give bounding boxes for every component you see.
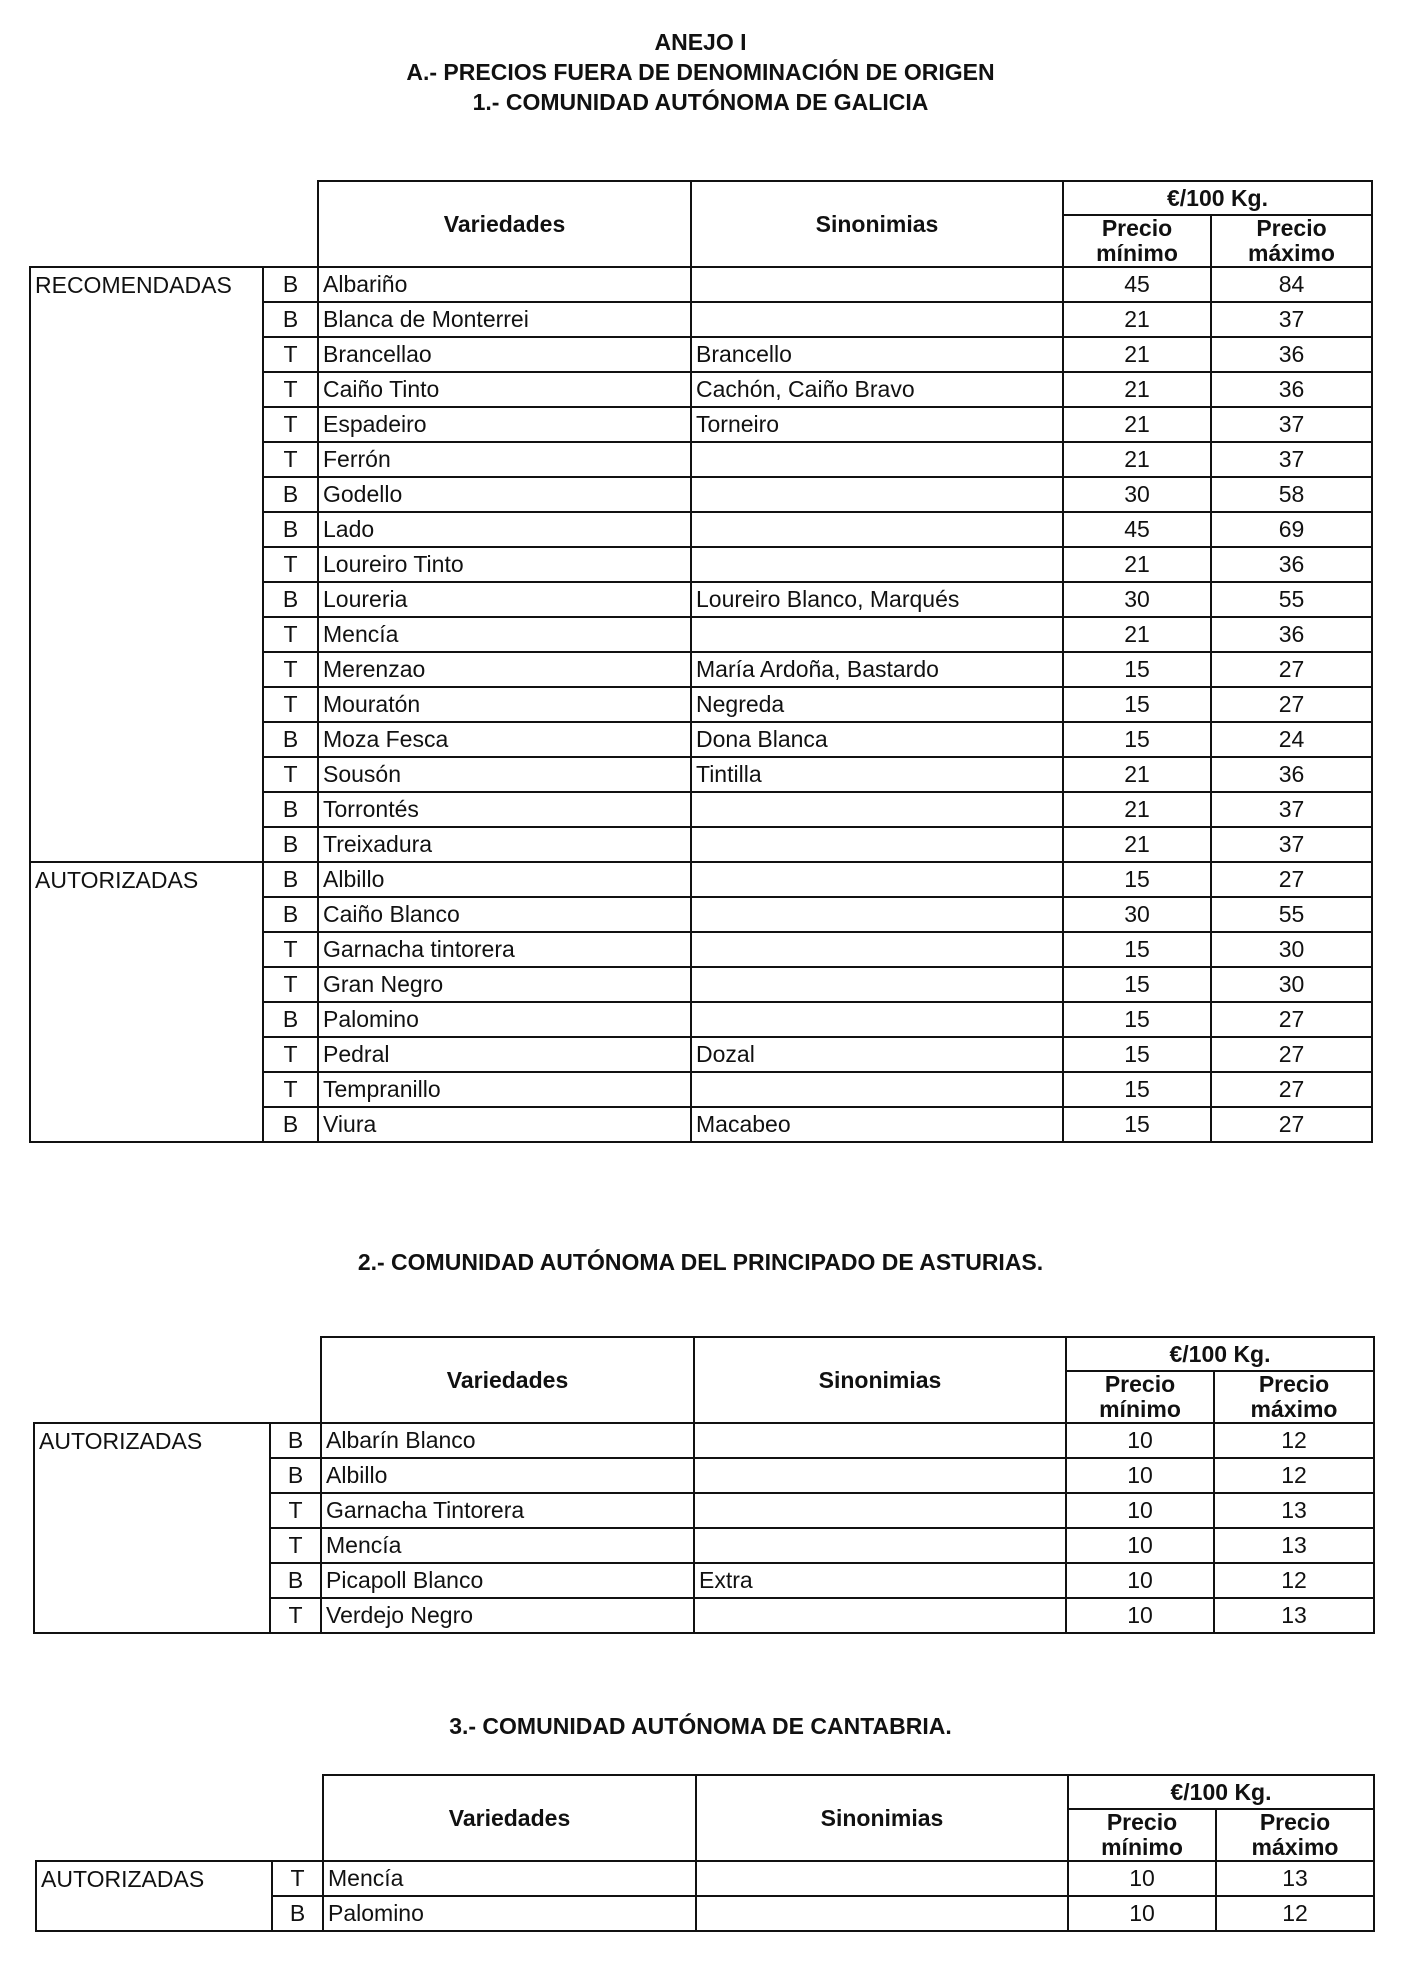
sinonimia-cell xyxy=(691,827,1063,862)
precio-maximo-cell: 37 xyxy=(1211,792,1372,827)
sinonimia-cell xyxy=(694,1458,1066,1493)
column-header-unit: €/100 Kg. xyxy=(1063,181,1372,215)
category-cell xyxy=(30,1037,263,1072)
sinonimia-cell: María Ardoña, Bastardo xyxy=(691,652,1063,687)
variedad-cell: Merenzao xyxy=(318,652,691,687)
column-header-precio-minimo xyxy=(1068,1809,1216,1861)
precio-maximo-cell: 36 xyxy=(1211,757,1372,792)
table-row xyxy=(30,1107,1372,1142)
minimo-label: mínimo xyxy=(1099,1396,1181,1422)
precio-maximo-cell: 37 xyxy=(1211,302,1372,337)
category-cell xyxy=(30,1107,263,1142)
column-header-variedades: Variedades xyxy=(318,181,691,267)
precio-maximo-cell: 12 xyxy=(1216,1896,1374,1931)
precio-minimo-cell: 15 xyxy=(1063,1072,1211,1107)
category-cell xyxy=(34,1563,270,1598)
table-row xyxy=(30,652,1372,687)
document-title: ANEJO I xyxy=(654,29,747,55)
tipo-cell: B xyxy=(263,897,318,932)
tipo-cell: T xyxy=(263,757,318,792)
variedad-cell: Torrontés xyxy=(318,792,691,827)
header-blank-cell xyxy=(34,1337,321,1371)
table-row xyxy=(34,1423,1374,1458)
category-cell xyxy=(30,652,263,687)
sinonimia-cell: Dozal xyxy=(691,1037,1063,1072)
column-header-precio-minimo xyxy=(1066,1371,1214,1423)
precio-maximo-cell: 12 xyxy=(1214,1423,1374,1458)
precio-maximo-cell: 13 xyxy=(1214,1493,1374,1528)
table-row xyxy=(30,1037,1372,1072)
precio-label: Precio xyxy=(1101,215,1173,241)
precio-minimo-cell: 21 xyxy=(1063,757,1211,792)
tipo-cell: T xyxy=(263,337,318,372)
tipo-cell: T xyxy=(270,1528,321,1563)
tipo-cell: B xyxy=(270,1563,321,1598)
table-row xyxy=(30,582,1372,617)
category-cell xyxy=(34,1598,270,1633)
variedad-cell: Lado xyxy=(318,512,691,547)
precio-minimo-cell: 10 xyxy=(1068,1861,1216,1896)
column-header-sinonimias: Sinonimias xyxy=(694,1337,1066,1423)
precio-maximo-cell: 13 xyxy=(1216,1861,1374,1896)
precio-maximo-cell: 27 xyxy=(1211,1072,1372,1107)
tipo-cell: T xyxy=(263,932,318,967)
column-header-sinonimias: Sinonimias xyxy=(691,181,1063,267)
sinonimia-cell xyxy=(691,932,1063,967)
table-row xyxy=(30,827,1372,862)
category-cell xyxy=(30,1002,263,1037)
header-blank-cell xyxy=(30,181,318,215)
sinonimia-cell: Tintilla xyxy=(691,757,1063,792)
precio-maximo-cell: 24 xyxy=(1211,722,1372,757)
precio-maximo-cell: 13 xyxy=(1214,1528,1374,1563)
precio-minimo-cell: 10 xyxy=(1066,1423,1214,1458)
sinonimia-cell: Cachón, Caiño Bravo xyxy=(691,372,1063,407)
tipo-cell: T xyxy=(270,1598,321,1633)
precio-minimo-cell: 21 xyxy=(1063,302,1211,337)
category-cell xyxy=(30,757,263,792)
precio-label: Precio xyxy=(1104,1371,1176,1397)
table-row xyxy=(30,897,1372,932)
sinonimia-cell: Brancello xyxy=(691,337,1063,372)
variedad-cell: Mencía xyxy=(318,617,691,652)
tipo-cell: T xyxy=(263,967,318,1002)
tipo-cell: B xyxy=(272,1896,323,1931)
price-table-galicia xyxy=(29,180,1373,1143)
precio-minimo-cell: 10 xyxy=(1066,1493,1214,1528)
price-table-asturias xyxy=(33,1336,1375,1634)
precio-maximo-cell: 27 xyxy=(1211,1107,1372,1142)
tipo-cell: B xyxy=(263,477,318,512)
tipo-cell: B xyxy=(263,267,318,302)
precio-minimo-cell: 15 xyxy=(1063,687,1211,722)
category-cell xyxy=(34,1493,270,1528)
table-row xyxy=(34,1528,1374,1563)
table-row xyxy=(36,1896,1374,1931)
precio-minimo-cell: 15 xyxy=(1063,1002,1211,1037)
precio-minimo-cell: 15 xyxy=(1063,932,1211,967)
sinonimia-cell xyxy=(691,267,1063,302)
category-cell xyxy=(30,897,263,932)
variedad-cell: Albarín Blanco xyxy=(321,1423,694,1458)
variedad-cell: Caiño Tinto xyxy=(318,372,691,407)
precio-minimo-cell: 15 xyxy=(1063,652,1211,687)
table-row xyxy=(30,267,1372,302)
header-blank-cell xyxy=(30,215,318,267)
minimo-label: mínimo xyxy=(1101,1834,1183,1860)
precio-maximo-cell: 58 xyxy=(1211,477,1372,512)
table-row xyxy=(30,967,1372,1002)
category-label: AUTORIZADAS xyxy=(30,862,263,897)
variedad-cell: Albillo xyxy=(321,1458,694,1493)
category-cell xyxy=(30,302,263,337)
precio-maximo-cell: 27 xyxy=(1211,1037,1372,1072)
tipo-cell: T xyxy=(263,652,318,687)
variedad-cell: Sousón xyxy=(318,757,691,792)
precio-maximo-cell: 27 xyxy=(1211,652,1372,687)
tipo-cell: T xyxy=(263,687,318,722)
table-row xyxy=(34,1598,1374,1633)
variedad-cell: Espadeiro xyxy=(318,407,691,442)
tipo-cell: T xyxy=(263,372,318,407)
price-table-cantabria xyxy=(35,1774,1375,1932)
tipo-cell: B xyxy=(263,582,318,617)
column-header-unit: €/100 Kg. xyxy=(1066,1337,1374,1371)
variedad-cell: Loureiro Tinto xyxy=(318,547,691,582)
precio-minimo-cell: 21 xyxy=(1063,407,1211,442)
sinonimia-cell xyxy=(691,442,1063,477)
precio-minimo-cell: 21 xyxy=(1063,617,1211,652)
precio-maximo-cell: 37 xyxy=(1211,442,1372,477)
sinonimia-cell: Extra xyxy=(694,1563,1066,1598)
table-row xyxy=(30,407,1372,442)
precio-label: Precio xyxy=(1256,215,1327,241)
sinonimia-cell: Macabeo xyxy=(691,1107,1063,1142)
variedad-cell: Blanca de Monterrei xyxy=(318,302,691,337)
precio-maximo-cell: 12 xyxy=(1214,1563,1374,1598)
category-label: AUTORIZADAS xyxy=(34,1423,270,1458)
precio-minimo-cell: 15 xyxy=(1063,862,1211,897)
sinonimia-cell: Negreda xyxy=(691,687,1063,722)
precio-minimo-cell: 21 xyxy=(1063,372,1211,407)
variedad-cell: Mencía xyxy=(321,1528,694,1563)
table-row xyxy=(30,1002,1372,1037)
precio-minimo-cell: 21 xyxy=(1063,442,1211,477)
sinonimia-cell xyxy=(691,967,1063,1002)
precio-maximo-cell: 37 xyxy=(1211,407,1372,442)
tipo-cell: T xyxy=(272,1861,323,1896)
precio-minimo-cell: 10 xyxy=(1066,1458,1214,1493)
header-row xyxy=(34,1337,1374,1371)
column-header-precio-maximo xyxy=(1214,1371,1374,1423)
precio-minimo-cell: 15 xyxy=(1063,1037,1211,1072)
table-row xyxy=(30,932,1372,967)
tipo-cell: B xyxy=(270,1458,321,1493)
variedad-cell: Brancellao xyxy=(318,337,691,372)
sinonimia-cell xyxy=(691,547,1063,582)
sinonimia-cell xyxy=(691,512,1063,547)
precio-minimo-cell: 21 xyxy=(1063,337,1211,372)
precio-minimo-cell: 15 xyxy=(1063,1107,1211,1142)
precio-label: Precio xyxy=(1258,1371,1330,1397)
sinonimia-cell xyxy=(691,302,1063,337)
tipo-cell: T xyxy=(263,1037,318,1072)
precio-maximo-cell: 30 xyxy=(1211,967,1372,1002)
precio-maximo-cell: 27 xyxy=(1211,1002,1372,1037)
tipo-cell: T xyxy=(263,407,318,442)
tipo-cell: B xyxy=(263,792,318,827)
table-row xyxy=(34,1563,1374,1598)
sinonimia-cell xyxy=(694,1598,1066,1633)
category-cell xyxy=(30,582,263,617)
variedad-cell: Mouratón xyxy=(318,687,691,722)
variedad-cell: Palomino xyxy=(323,1896,696,1931)
category-label: AUTORIZADAS xyxy=(36,1861,272,1896)
table-row xyxy=(30,722,1372,757)
tipo-cell: B xyxy=(263,722,318,757)
precio-maximo-cell: 55 xyxy=(1211,897,1372,932)
tipo-cell: T xyxy=(263,442,318,477)
column-header-precio-minimo xyxy=(1063,215,1211,267)
precio-minimo-cell: 10 xyxy=(1068,1896,1216,1931)
precio-maximo-cell: 36 xyxy=(1211,617,1372,652)
variedad-cell: Albariño xyxy=(318,267,691,302)
sinonimia-cell xyxy=(691,897,1063,932)
precio-maximo-cell: 27 xyxy=(1211,862,1372,897)
variedad-cell: Gran Negro xyxy=(318,967,691,1002)
table-row xyxy=(30,757,1372,792)
sinonimia-cell xyxy=(691,477,1063,512)
category-cell xyxy=(30,792,263,827)
category-cell xyxy=(30,722,263,757)
variedad-cell: Mencía xyxy=(323,1861,696,1896)
sinonimia-cell: Loureiro Blanco, Marqués xyxy=(691,582,1063,617)
variedad-cell: Picapoll Blanco xyxy=(321,1563,694,1598)
precio-maximo-cell: 36 xyxy=(1211,372,1372,407)
category-label: RECOMENDADAS xyxy=(30,267,263,302)
category-cell xyxy=(34,1528,270,1563)
section-heading-cantabria: 3.- COMUNIDAD AUTÓNOMA DE CANTABRIA. xyxy=(449,1713,952,1739)
header-blank-cell xyxy=(36,1775,323,1809)
precio-minimo-cell: 30 xyxy=(1063,582,1211,617)
header-blank-cell xyxy=(34,1371,321,1423)
precio-minimo-cell: 30 xyxy=(1063,477,1211,512)
sinonimia-cell xyxy=(694,1528,1066,1563)
precio-maximo-cell: 36 xyxy=(1211,547,1372,582)
precio-minimo-cell: 15 xyxy=(1063,967,1211,1002)
table-row xyxy=(34,1493,1374,1528)
sinonimia-cell xyxy=(691,1002,1063,1037)
sinonimia-cell xyxy=(696,1896,1068,1931)
tipo-cell: B xyxy=(263,302,318,337)
precio-minimo-cell: 15 xyxy=(1063,722,1211,757)
category-cell xyxy=(30,827,263,862)
precio-label: Precio xyxy=(1259,1809,1331,1835)
column-header-variedades: Variedades xyxy=(323,1775,696,1861)
table-row xyxy=(30,337,1372,372)
table-row xyxy=(36,1861,1374,1896)
table-row xyxy=(30,442,1372,477)
precio-maximo-cell: 37 xyxy=(1211,827,1372,862)
table-row xyxy=(30,687,1372,722)
variedad-cell: Moza Fesca xyxy=(318,722,691,757)
precio-maximo-cell: 30 xyxy=(1211,932,1372,967)
category-cell xyxy=(30,407,263,442)
sinonimia-cell xyxy=(691,862,1063,897)
header-blank-cell xyxy=(36,1809,323,1861)
sinonimia-cell xyxy=(691,792,1063,827)
table-row xyxy=(30,547,1372,582)
sinonimia-cell: Dona Blanca xyxy=(691,722,1063,757)
category-cell xyxy=(30,337,263,372)
precio-minimo-cell: 21 xyxy=(1063,827,1211,862)
tipo-cell: B xyxy=(263,1002,318,1037)
column-header-precio-maximo xyxy=(1216,1809,1374,1861)
category-cell xyxy=(36,1896,272,1931)
maximo-label: máximo xyxy=(1248,240,1335,266)
precio-minimo-cell: 45 xyxy=(1063,512,1211,547)
sinonimia-cell xyxy=(691,617,1063,652)
precio-maximo-cell: 69 xyxy=(1211,512,1372,547)
table-row xyxy=(30,617,1372,652)
column-header-precio-maximo xyxy=(1211,215,1372,267)
category-cell xyxy=(30,932,263,967)
header-row xyxy=(36,1775,1374,1809)
tipo-cell: T xyxy=(270,1493,321,1528)
precio-minimo-cell: 45 xyxy=(1063,267,1211,302)
table-row xyxy=(30,862,1372,897)
category-cell xyxy=(30,372,263,407)
variedad-cell: Treixadura xyxy=(318,827,691,862)
precio-maximo-cell: 12 xyxy=(1214,1458,1374,1493)
precio-label: Precio xyxy=(1106,1809,1178,1835)
header-row xyxy=(30,181,1372,215)
tipo-cell: B xyxy=(263,1107,318,1142)
tipo-cell: B xyxy=(270,1423,321,1458)
tipo-cell: T xyxy=(263,1072,318,1107)
sinonimia-cell xyxy=(696,1861,1068,1896)
variedad-cell: Ferrón xyxy=(318,442,691,477)
precio-maximo-cell: 84 xyxy=(1211,267,1372,302)
table-row xyxy=(30,477,1372,512)
section-heading-galicia: 1.- COMUNIDAD AUTÓNOMA DE GALICIA xyxy=(472,89,929,115)
precio-minimo-cell: 21 xyxy=(1063,792,1211,827)
tipo-cell: B xyxy=(263,862,318,897)
precio-maximo-cell: 55 xyxy=(1211,582,1372,617)
category-cell xyxy=(30,1072,263,1107)
sinonimia-cell xyxy=(691,1072,1063,1107)
table-row xyxy=(30,512,1372,547)
tipo-cell: T xyxy=(263,547,318,582)
table-row xyxy=(30,792,1372,827)
precio-minimo-cell: 21 xyxy=(1063,547,1211,582)
table-row xyxy=(30,302,1372,337)
variedad-cell: Loureria xyxy=(318,582,691,617)
sinonimia-cell xyxy=(694,1493,1066,1528)
tipo-cell: T xyxy=(263,617,318,652)
category-cell xyxy=(34,1458,270,1493)
category-cell xyxy=(30,442,263,477)
precio-maximo-cell: 36 xyxy=(1211,337,1372,372)
variedad-cell: Caiño Blanco xyxy=(318,897,691,932)
column-header-sinonimias: Sinonimias xyxy=(696,1775,1068,1861)
category-cell xyxy=(30,687,263,722)
variedad-cell: Godello xyxy=(318,477,691,512)
category-cell xyxy=(30,617,263,652)
table-row xyxy=(30,372,1372,407)
precio-minimo-cell: 10 xyxy=(1066,1598,1214,1633)
variedad-cell: Garnacha tintorera xyxy=(318,932,691,967)
precio-maximo-cell: 13 xyxy=(1214,1598,1374,1633)
sinonimia-cell: Torneiro xyxy=(691,407,1063,442)
maximo-label: máximo xyxy=(1250,1396,1338,1422)
precio-minimo-cell: 10 xyxy=(1066,1563,1214,1598)
precio-maximo-cell: 27 xyxy=(1211,687,1372,722)
minimo-label: mínimo xyxy=(1096,240,1178,266)
table-row xyxy=(34,1458,1374,1493)
variedad-cell: Pedral xyxy=(318,1037,691,1072)
category-cell xyxy=(30,477,263,512)
variedad-cell: Tempranillo xyxy=(318,1072,691,1107)
table-row xyxy=(30,1072,1372,1107)
tipo-cell: B xyxy=(263,827,318,862)
variedad-cell: Verdejo Negro xyxy=(321,1598,694,1633)
column-header-variedades: Variedades xyxy=(321,1337,694,1423)
section-heading-asturias: 2.- COMUNIDAD AUTÓNOMA DEL PRINCIPADO DE ASTURIAS. xyxy=(357,1249,1044,1275)
category-cell xyxy=(30,967,263,1002)
precio-minimo-cell: 10 xyxy=(1066,1528,1214,1563)
category-cell xyxy=(30,512,263,547)
column-header-unit: €/100 Kg. xyxy=(1068,1775,1374,1809)
document-subtitle: A.- PRECIOS FUERA DE DENOMINACIÓN DE ORIGEN xyxy=(406,59,995,85)
variedad-cell: Albillo xyxy=(318,862,691,897)
category-cell xyxy=(30,547,263,582)
variedad-cell: Garnacha Tintorera xyxy=(321,1493,694,1528)
sinonimia-cell xyxy=(694,1423,1066,1458)
variedad-cell: Palomino xyxy=(318,1002,691,1037)
maximo-label: máximo xyxy=(1251,1834,1339,1860)
precio-minimo-cell: 30 xyxy=(1063,897,1211,932)
variedad-cell: Viura xyxy=(318,1107,691,1142)
tipo-cell: B xyxy=(263,512,318,547)
